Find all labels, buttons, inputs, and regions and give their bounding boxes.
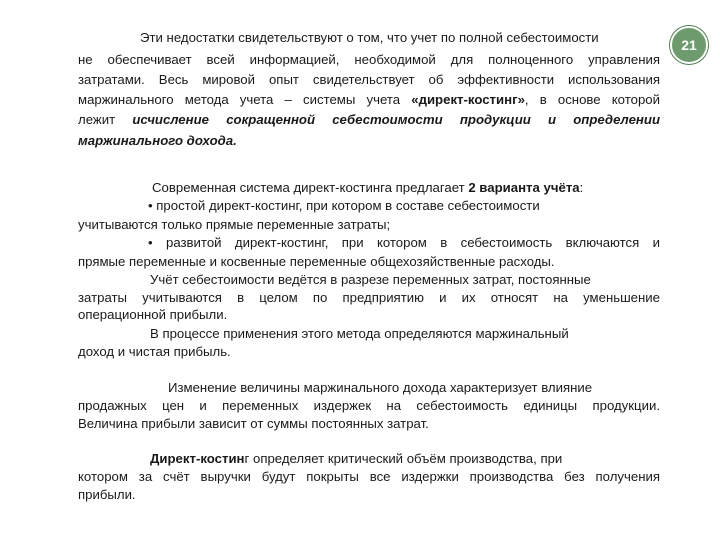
p4-line-1: Директ-костинг определяет критический объём производства, при — [150, 451, 563, 466]
p4-line-2: котором за счёт выручки будут покрыты все издержки производства без получения — [78, 469, 660, 484]
p3-line-3: Величина прибыли зависит от суммы постоянных затрат. — [78, 416, 429, 431]
p2-line-3: учитываются только прямые переменные затраты; — [78, 217, 391, 232]
p1-line-6: маржинального дохода. — [78, 133, 237, 148]
p2-line-10: доход и чистая прибыль. — [78, 344, 231, 359]
p2-line-5: прямые переменные и косвенные переменные общехозяйственные расходы. — [78, 254, 555, 269]
page-number-badge: 21 — [670, 26, 708, 64]
p2-line-6: Учёт себестоимости ведётся в разрезе переменных затрат, постоянные — [150, 272, 591, 287]
p3-line-2: продажных цен и переменных издержек на себестоимость единицы продукции. — [78, 398, 660, 413]
p1-line-1: Эти недостатки свидетельствуют о том, что учет по полной себестоимости — [140, 30, 599, 45]
p2-line-7: затраты учитываются в целом по предприятию и их относят на уменьшение — [78, 290, 660, 305]
p1-line-3: затратами. Весь мировой опыт свидетельствует об эффективности использования — [78, 72, 660, 87]
p2-line-9: В процессе применения этого метода определяются маржинальный — [150, 326, 569, 341]
p1-line-4: маржинального метода учета – системы учета «директ-костинг», в основе которой — [78, 92, 660, 107]
p4-line-3: прибыли. — [78, 487, 136, 502]
p3-line-1: Изменение величины маржинального дохода характеризует влияние — [168, 380, 593, 395]
p2-line-2: • простой директ-костинг, при котором в составе себестоимости — [148, 198, 540, 213]
p1-line-2: не обеспечивает всей информацией, необходимой для полноценного управления — [78, 52, 660, 67]
p1-line-5: лежит исчисление сокращенной себестоимости продукции и определении — [78, 112, 660, 127]
p2-line-4: • развитой директ-костинг, при котором в себестоимость включаются и — [148, 235, 660, 250]
p2-line-1: Современная система директ-костинга предлагает 2 варианта учёта: — [152, 180, 584, 195]
p2-line-8: операционной прибыли. — [78, 307, 228, 322]
